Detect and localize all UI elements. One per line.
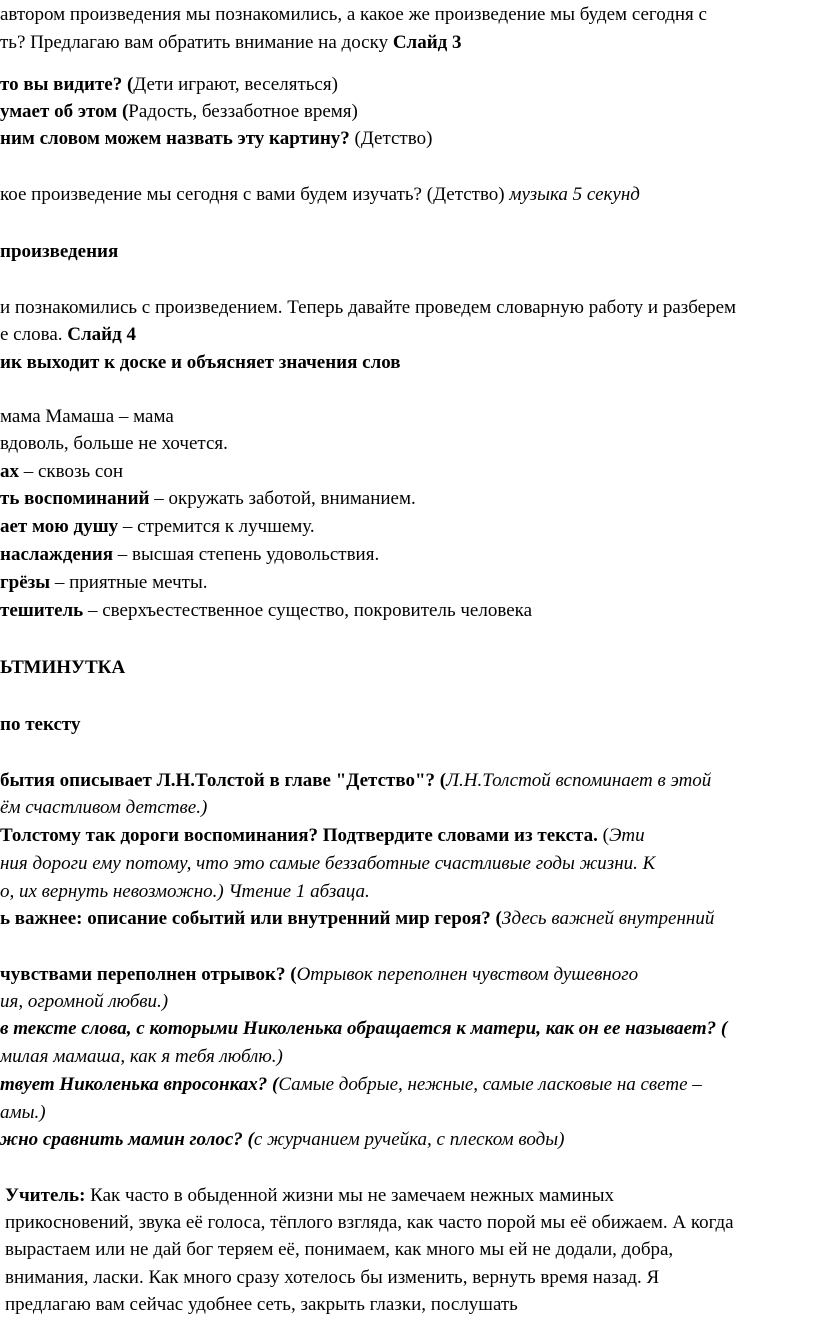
text-run: тешитель bbox=[0, 600, 84, 621]
text-run: е слова. bbox=[0, 324, 68, 345]
text-line bbox=[0, 73, 338, 97]
text-run: предлагаю вам сейчас удобнее сеть, закрыть глазки, послушать bbox=[5, 1294, 518, 1315]
text-run: Слайд 4 bbox=[67, 324, 136, 345]
text-run: твует Николенька впросонках? ( bbox=[0, 1074, 279, 1095]
text-line bbox=[0, 432, 228, 456]
text-line bbox=[0, 240, 118, 264]
text-line bbox=[0, 796, 207, 820]
text-line bbox=[0, 351, 401, 375]
text-run: жно сравнить мамин голос? ( bbox=[0, 1129, 254, 1150]
text-run: ть воспоминаний bbox=[0, 488, 150, 509]
text-run: ает мою душу bbox=[0, 516, 119, 537]
text-run: Здесь важней внутренний bbox=[501, 908, 715, 929]
text-line bbox=[0, 460, 123, 484]
text-run: Учитель: bbox=[5, 1185, 91, 1206]
text-run: наслаждения bbox=[0, 544, 114, 565]
text-line bbox=[0, 599, 532, 623]
text-run: ния дороги ему потому, что это самые беззаботные счастливые годы жизни. К bbox=[0, 853, 656, 874]
text-run: ть? Предлагаю вам обратить внимание на доску bbox=[0, 32, 393, 53]
text-line bbox=[0, 100, 358, 124]
text-run: – стремится к лучшему. bbox=[118, 516, 315, 537]
text-line bbox=[5, 1211, 734, 1235]
text-run: ним словом можем назвать эту картину? bbox=[0, 128, 350, 149]
text-run: по тексту bbox=[0, 714, 81, 735]
text-line bbox=[0, 323, 136, 347]
text-run: Дети играют, веселяться) bbox=[133, 74, 338, 95]
text-run: автором произведения мы познакомились, а какое же произведение мы будем сегодня с bbox=[0, 4, 707, 25]
text-line bbox=[0, 907, 714, 931]
text-run: чувствами переполнен отрывок? ( bbox=[0, 964, 297, 985]
text-run: Радость, беззаботное время) bbox=[128, 101, 358, 122]
text-run: Самые добрые, нежные, самые ласковые на свете – bbox=[278, 1074, 702, 1095]
text-run: в тексте слова, с которыми Николенька обращается к матери, как он ее называет? ( bbox=[0, 1018, 728, 1039]
text-line bbox=[0, 543, 379, 567]
text-run: грёзы bbox=[0, 572, 51, 593]
text-run: умает об этом ( bbox=[0, 101, 129, 122]
text-line bbox=[0, 963, 638, 987]
text-run: музыка 5 секунд bbox=[509, 184, 640, 205]
text-run: о, их вернуть невозможно.) Чтение 1 абзаца. bbox=[0, 881, 370, 902]
text-run: прикосновений, звука её голоса, тёплого взгляда, как часто порой мы её обижаем. А когда bbox=[5, 1212, 734, 1233]
text-run: ём счастливом детстве.) bbox=[0, 797, 208, 818]
text-run: вдоволь, больше не хочется. bbox=[0, 433, 228, 454]
text-line bbox=[0, 880, 370, 904]
text-run: милая мамаша, как я тебя люблю.) bbox=[0, 1046, 283, 1067]
text-run: внимания, ласки. Как много сразу хотелось бы изменить, вернуть время назад. Я bbox=[5, 1267, 660, 1288]
text-run: (Детство) bbox=[349, 128, 433, 149]
text-line bbox=[0, 769, 711, 793]
text-run: ах bbox=[0, 461, 19, 482]
text-line bbox=[0, 487, 416, 511]
text-run: – окружать заботой, вниманием. bbox=[149, 488, 416, 509]
text-line bbox=[0, 515, 315, 539]
text-run: – высшая степень удовольствия. bbox=[113, 544, 380, 565]
text-line bbox=[0, 1045, 283, 1069]
text-run: с журчанием ручейка, с плеском воды) bbox=[253, 1129, 565, 1150]
text-line bbox=[5, 1293, 518, 1317]
text-line bbox=[0, 656, 125, 680]
text-run: – сквозь сон bbox=[19, 461, 124, 482]
text-run: кое произведение мы сегодня с вами будем изучать? (Детство) bbox=[0, 184, 510, 205]
text-line bbox=[0, 1101, 46, 1125]
text-run: бытия описывает Л.Н.Толстой в главе "Детство"? ( bbox=[0, 770, 447, 791]
text-line bbox=[0, 1128, 564, 1152]
text-line bbox=[5, 1184, 614, 1208]
text-line bbox=[0, 183, 640, 207]
text-run: Эти bbox=[608, 825, 645, 846]
text-line bbox=[0, 571, 207, 595]
text-run: то вы видите? ( bbox=[0, 74, 134, 95]
text-line bbox=[0, 1017, 727, 1041]
text-line bbox=[0, 713, 80, 737]
text-run: Слайд 3 bbox=[392, 32, 462, 53]
text-run: ь важнее: описание событий или внутренний мир героя? ( bbox=[0, 908, 502, 929]
text-line bbox=[5, 1266, 659, 1290]
text-line bbox=[0, 3, 707, 27]
text-line bbox=[0, 990, 168, 1014]
text-run: вырастаем или не дай бог теряем её, понимаем, как много мы ей не додали, добра, bbox=[5, 1239, 674, 1260]
text-run: амы.) bbox=[0, 1102, 46, 1123]
text-run: и познакомились с произведением. Теперь давайте проведем словарную работу и разберем bbox=[0, 297, 737, 318]
text-run: – приятные мечты. bbox=[50, 572, 208, 593]
text-line bbox=[0, 824, 645, 848]
text-run: мама Мамаша – мама bbox=[0, 406, 174, 427]
text-line bbox=[0, 127, 432, 151]
text-run: ия, огромной любви.) bbox=[0, 991, 169, 1012]
text-line bbox=[0, 296, 736, 320]
text-line bbox=[0, 852, 655, 876]
text-run: – сверхъестественное существо, покровитель человека bbox=[83, 600, 532, 621]
text-line bbox=[0, 1073, 702, 1097]
text-run: произведения bbox=[0, 241, 119, 262]
text-line bbox=[0, 405, 174, 429]
text-run: ЬТМИНУТКА bbox=[0, 657, 126, 678]
text-line bbox=[5, 1238, 673, 1262]
text-run: Л.Н.Толстой вспоминает в этой bbox=[446, 770, 712, 791]
text-run: Отрывок переполнен чувством душевного bbox=[296, 964, 639, 985]
text-line bbox=[0, 31, 462, 55]
text-run: ик выходит к доске и объясняет значения слов bbox=[0, 352, 401, 373]
text-run: ( bbox=[597, 825, 609, 846]
text-run: Как часто в обыденной жизни мы не замечаем нежных маминых bbox=[90, 1185, 614, 1206]
text-run: Толстому так дороги воспоминания? Подтвердите словами из текста. bbox=[0, 825, 598, 846]
